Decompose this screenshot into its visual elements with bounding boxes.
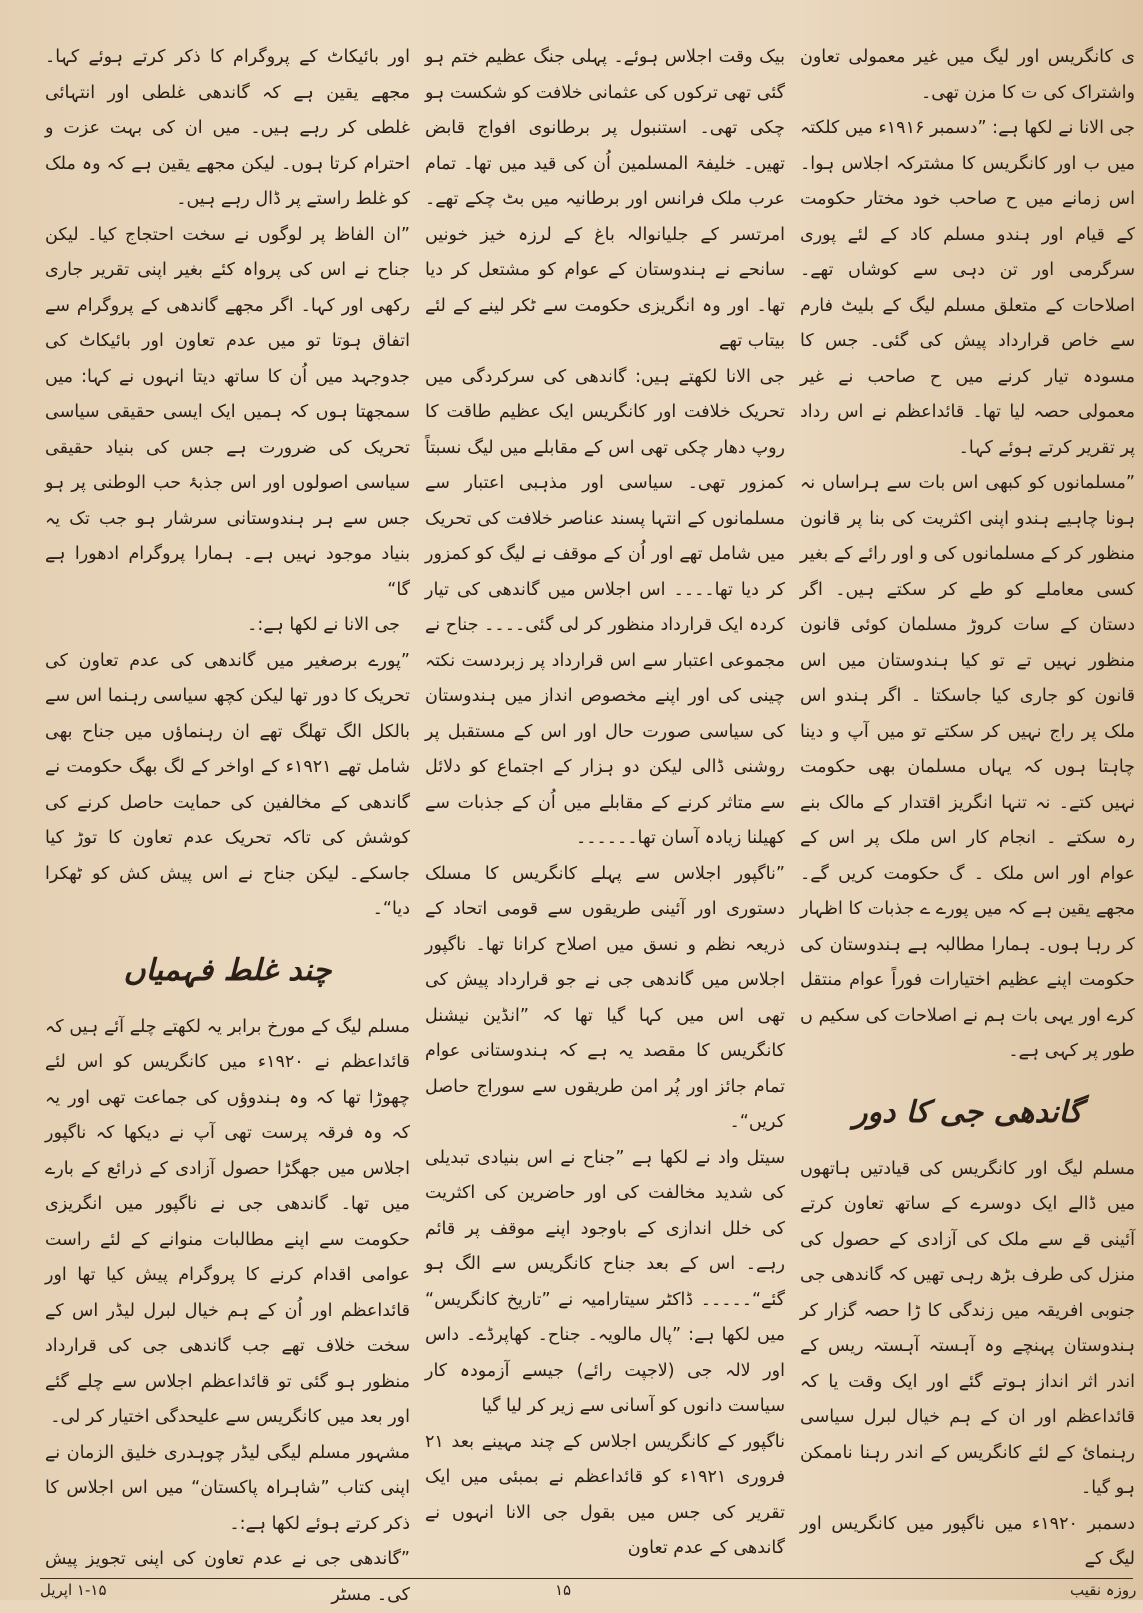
quote-paragraph: ”ناگپور اجلاس سے پہلے کانگریس کا مسلک دستوری اور آئینی طریقوں سے قومی اتحاد کے ذریعہ نظم و نسق میں اصلاح کرانا تھا۔ ناگپور اجلاس میں گاندھی جی نے جو قرارداد پیش کی تھی اس میں کہا گیا تھا کہ ”انڈین نیشنل کانگریس کا مقصد یہ ہے کہ ہندوستانی عوام تمام جائز اور پُر امن طریقوں سے سوراج حاصل کریں“۔ bbox=[425, 863, 785, 1132]
paragraph: ناگپور کے کانگریس اجلاس کے چند مہینے بعد ۲۱ فروری ۱۹۲۱ء کو قائداعظم نے بمبئی میں ایک تقریر کی جس میں بقول جی الانا انہوں نے گاندھی کے عدم تعاون bbox=[425, 1431, 786, 1558]
paragraph: جی الانا نے لکھا ہے:۔ bbox=[247, 615, 400, 635]
column-right bbox=[800, 40, 1136, 1569]
quote-paragraph: ”ان الفاظ پر لوگوں نے سخت احتجاج کیا۔ لیکن جناح نے اس کی پرواہ کئے بغیر اپنی تقریر جاری رکھی اور کہا۔ اگر مجھے گاندھی کے پروگرام سے اتفاق ہوتا تو میں عدم تعاون اور بائیکاٹ کی جدوجہد میں اُن کا ساتھ دیتا انہوں نے کہا: میں سمجھتا ہوں کہ ہمیں ایک ایسی حقیقی سیاسی تحریک کی ضرورت ہے جس کی بنیاد حقیقی سیاسی اصولوں اور اس جذبۂ حب الوطنی پر ہو جس سے ہر ہندوستانی سرشار ہو جب تک یہ بنیاد موجود نہیں ہے۔ ہمارا پروگرام ادھورا ہے گا“ bbox=[45, 224, 410, 600]
paragraph: بیک وقت اجلاس ہوئے۔ پہلی جنگ عظیم ختم ہو گئی تھی ترکوں کی عثمانی خلافت کو شکست ہو چکی تھی۔ استنبول پر برطانوی افواج قابض تھیں۔ خلیفۃ المسلمین اُن کی قید میں تھا۔ تمام عرب ملک فرانس اور برطانیہ میں بٹ چکے تھے۔ امرتسر کے جلیانوالہ باغ کے لرزہ خیز خونیں سانحے نے ہندوستان کے عوام کو مشتعل کر دیا تھا۔ اور وہ انگریزی حکومت سے ٹکر لینے کے لئے بیتاب تھے bbox=[425, 47, 785, 351]
quote-paragraph: ”مسلمانوں کو کبھی اس بات سے ہراساں نہ ہونا چاہیے ہندو اپنی اکثریت کی بنا پر قانون منظور کر کے مسلمانوں کی و اور رائے کے بغیر کسی معاملے کو طے کر سکتے ہیں۔ اگر دستان کے سات کروڑ مسلمان کوئی قانون منظور نہیں تے تو کیا ہندوستان میں اس قانون کو جاری کیا جاسکتا ۔ اگر ہندو اس ملک پر راج نہیں کر سکتے تو میں آپ و دینا چاہتا ہوں کہ یہاں مسلمان بھی حکومت نہیں کتے۔ نہ تنہا انگریز اقتدار کے مالک بنے رہ سکتے ۔ انجام کار اس ملک پر اس کے عوام اور اس ملک ۔ گ حکومت کریں گے۔ مجھے یقین ہے کہ میں پورے ے جذبات کا اظہار کر رہا ہوں۔ ہمارا مطالبہ ہے ہندوستان کی حکومت اپنے عظیم اختیارات فوراً عوام منتقل کرے اور یہی بات ہم نے اصلاحات کی سکیم ں طور پر کہی ہے۔ bbox=[800, 473, 1135, 1061]
paragraph: مسلم لیگ اور کانگریس کی قیادتیں ہاتھوں میں ڈالے ایک دوسرے کے ساتھ تعاون کرتے آئینی قے سے ملک کی آزادی کے حصول کی منزل کی طرف بڑھ رہی تھیں کہ گاندھی جی جنوبی افریقہ میں زندگی کا ڑا حصہ گزار کر ہندوستان پہنچے وہ آہستہ آہستہ ریس کے اندر اثر انداز ہوتے گئے اور ایک وقت یا کہ قائداعظم اور ان کے ہم خیال لبرل سیاسی رہنمائ کے لئے کانگریس کے اندر رہنا ناممکن ہو گیا۔ bbox=[800, 1158, 1135, 1498]
footer-magazine-name: روزہ نقیب bbox=[1070, 1581, 1137, 1599]
footer-divider bbox=[40, 1578, 1133, 1579]
paragraph: مشہور مسلم لیگی لیڈر چوہدری خلیق الزمان نے اپنی کتاب ”شاہراہ پاکستان“ میں اس اجلاس کا ذکر کرتے ہوئے لکھا ہے:۔ bbox=[45, 1442, 410, 1534]
paragraph: ی کانگریس اور لیگ میں غیر معمولی تعاون واشتراک کی ت کا مزن تھی۔ bbox=[800, 47, 1135, 103]
quote-paragraph: ”پورے برصغیر میں گاندھی کی عدم تعاون کی تحریک کا دور تھا لیکن کچھ سیاسی رہنما اس سے بالکل الگ تھلگ تھے ان رہنماؤں میں جناح بھی شامل تھے ۱۹۲۱ء کے اواخر کے لگ بھگ حکومت نے گاندھی کے مخالفین کی حمایت حاصل کرنے کی کوشش کی تاکہ تحریک عدم تعاون کا توڑ کیا جاسکے۔ لیکن جناح نے اس پیش کش کو ٹھکرا دیا“۔ bbox=[45, 650, 410, 919]
section-heading: گاندھی جی کا دور bbox=[853, 1094, 1082, 1130]
paragraph: مسلم لیگ کے مورخ برابر یہ لکھتے چلے آئے ہیں کہ قائداعظم نے ۱۹۲۰ء میں کانگریس کو اس لئے چھوڑا تھا کہ وہ ہندوؤں کی جماعت تھی اور یہ کہ وہ فرقہ پرست تھی آپ نے دیکھا کہ ناگپور اجلاس میں جھگڑا حصول آزادی کے ذرائع کے بارے میں تھا۔ گاندھی جی نے ناگپور میں انگریزی حکومت سے اپنے مطالبات منوانے کے لئے راست عوامی اقدام کرنے کا پروگرام پیش کیا تھا اور قائداعظم اور اُن کے ہم خیال لبرل لیڈر اس کے سخت خلاف تھے جب گاندھی جی کی قرارداد منظور ہو گئی تو قائداعظم اجلاس سے چلے گئے اور بعد میں کانگریس سے علیحدگی اختیار کر لی۔ bbox=[45, 1016, 410, 1427]
footer-page-number: ۱۵ bbox=[555, 1581, 572, 1599]
quote-paragraph: ”گاندھی جی نے عدم تعاون کی اپنی تجویز پیش کی۔ مسٹر bbox=[45, 1549, 410, 1605]
paragraph: سیتل واد نے لکھا ہے ”جناح نے اس بنیادی تبدیلی کی شدید مخالفت کی اور حاضرین کی اکثریت کی خلل اندازی کے باوجود اپنے موقف پر قائم رہے۔ اس کے بعد جناح کانگریس سے الگ ہو گئے“۔۔۔۔۔ ڈاکٹر سیتارامیہ نے ”تاریخ کانگریس“ میں لکھا ہے: ”پال مالویہ۔ جناح۔ کھاپرڈے۔ داس اور لالہ جی (لاجپت رائے) جیسے آزمودہ کار سیاست دانوں کو آسانی سے زیر کر لیا گیا bbox=[425, 1147, 785, 1416]
section-heading: چند غلط فہمیاں bbox=[123, 952, 332, 988]
paragraph: دسمبر ۱۹۲۰ء میں ناگپور میں کانگریس اور لیگ کے bbox=[800, 1513, 1135, 1569]
paragraph: جی الانا لکھتے ہیں: گاندھی کی سرکردگی میں تحریک خلافت اور کانگریس ایک عظیم طاقت کا روپ دھار چکی تھی اس کے مقابلے میں لیگ نسبتاً کمزور تھی۔ سیاسی اور مذہبی اعتبار سے مسلمانوں کے انتہا پسند عناصر خلافت کی تحریک میں شامل تھے اور اُن کے موقف نے لیگ کو کمزور کر دیا تھا۔۔۔۔ اس اجلاس میں گاندھی کی تیار کردہ ایک قرارداد منظور کر لی گئی۔۔۔۔ جناح نے مجموعی اعتبار سے اس قرارداد پر زبردست نکتہ چینی کی اور اپنے مخصوص انداز میں ہندوستان کی سیاسی صورت حال اور اس کے مستقبل پر روشنی ڈالی لیکن دو ہزار کے اجتماع کو دلائل سے متاثر کرنے کے مقابلے میں اُن کے جذبات سے کھیلنا زیادہ آسان تھا۔۔۔۔۔۔ bbox=[425, 366, 785, 848]
column-middle bbox=[425, 40, 786, 1558]
footer-issue-date: ۱-۱۵ اپریل bbox=[40, 1581, 107, 1599]
paragraph: اور بائیکاٹ کے پروگرام کا ذکر کرتے ہوئے کہا۔ مجھے یقین ہے کہ گاندھی غلطی اور انتہائی غلطی کر رہے ہیں۔ میں ان کی بہت عزت و احترام کرتا ہوں۔ لیکن مجھے یقین ہے کہ وہ ملک کو غلط راستے پر ڈال رہے ہیں۔ bbox=[45, 47, 410, 209]
paragraph: جی الانا نے لکھا ہے: ”دسمبر ۱۹۱۶ء میں کلکتہ میں ب اور کانگریس کا مشترکہ اجلاس ہوا۔ اس زمانے میں ح صاحب خود مختار حکومت کے قیام اور ہندو مسلم کاد کے لئے پوری سرگرمی اور تن دہی سے کوشاں تھے۔ اصلاحات کے متعلق مسلم لیگ کے بلیٹ فارم سے خاص قرارداد پیش کی گئی۔ جس کا مسودہ تیار کرنے میں ح صاحب نے غیر معمولی حصہ لیا تھا۔ قائداعظم نے اس رداد پر تقریر کرتے ہوئے کہا۔ bbox=[800, 118, 1136, 458]
